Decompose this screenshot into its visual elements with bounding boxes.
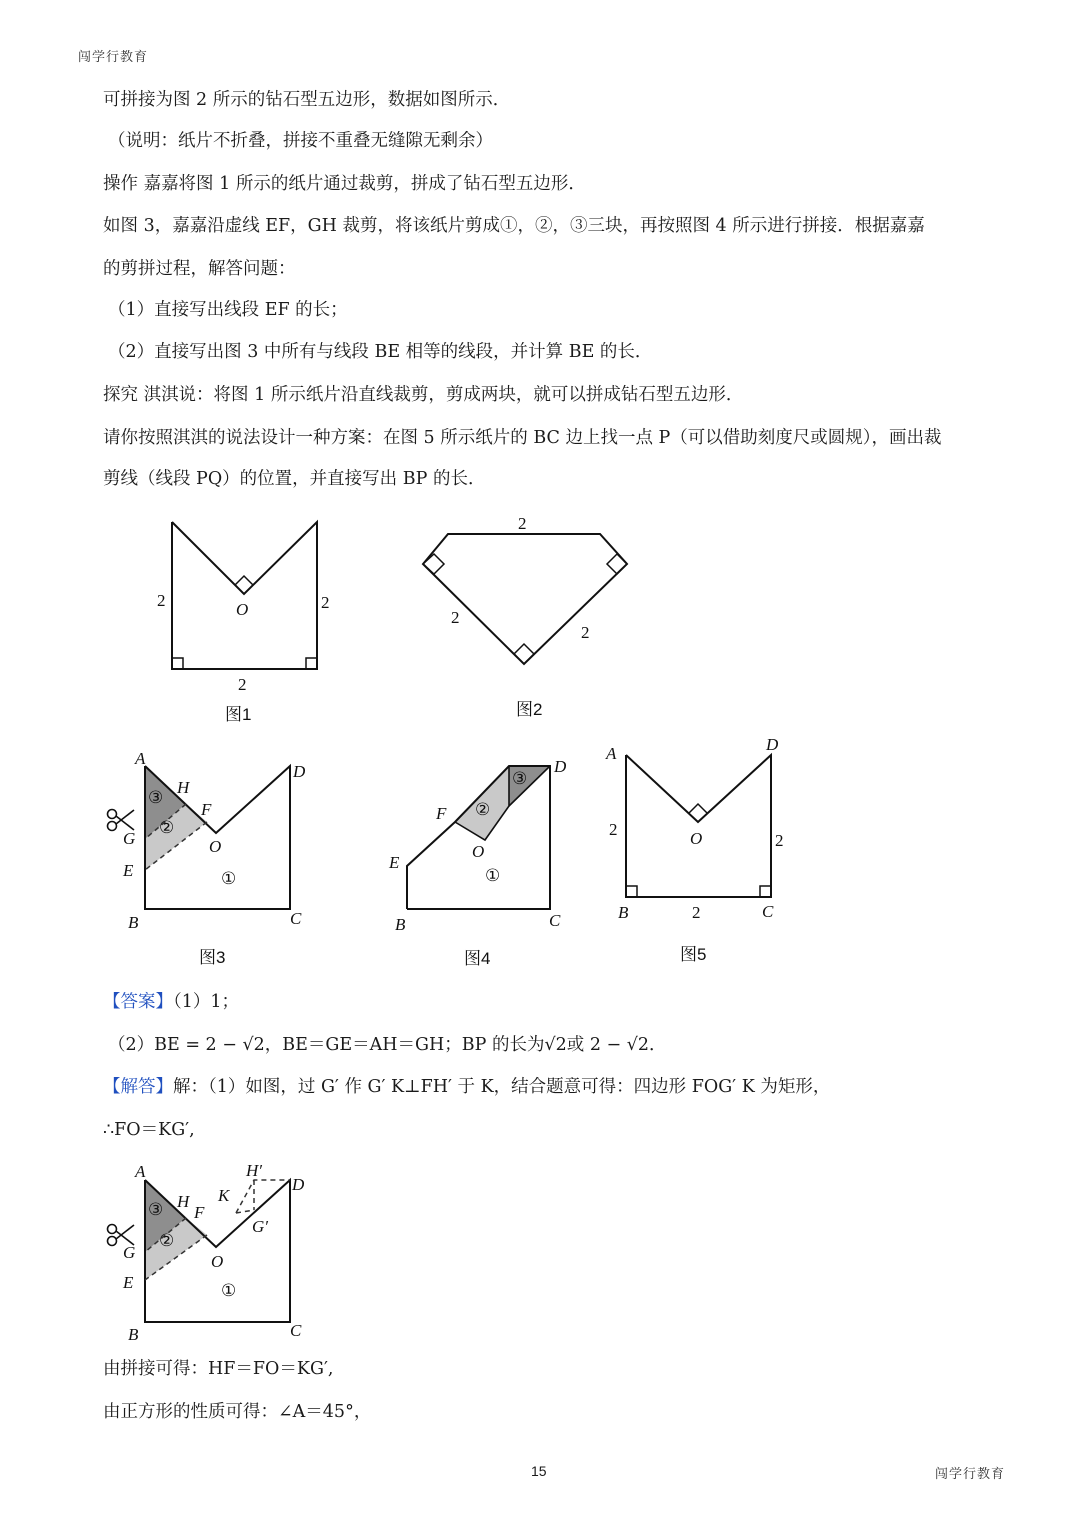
fig6-label-h: H [177, 1192, 190, 1211]
fig1-right-angle-o [235, 576, 253, 585]
fig5-outline [626, 755, 771, 897]
fig6-label-b: B [128, 1325, 139, 1344]
fig4-caption: 图4 [464, 949, 491, 968]
fig3-label-d: D [293, 762, 306, 781]
fig4-label-d: D [554, 757, 567, 776]
text-line: 操作 嘉嘉将图 1 所示的纸片通过裁剪，拼成了钻石型五边形． [103, 174, 586, 194]
solution-4: 由正方形的性质可得：∠A＝45°， [103, 1402, 372, 1422]
fig4-piece-label-3: ③ [512, 769, 528, 789]
fig3-label-e: E [123, 861, 134, 880]
text-line: 可拼接为图 2 所示的钻石型五边形，数据如图所示． [103, 90, 511, 110]
page-number: 15 [531, 1463, 547, 1479]
fig6-label-g: G [123, 1243, 136, 1262]
text-line: 的剪拼过程，解答问题： [103, 259, 296, 279]
fig6-label-o: O [211, 1252, 224, 1271]
question-2: （2）直接写出图 3 中所有与线段 BE 相等的线段，并计算 BE 的长． [108, 342, 653, 362]
answer-2: （2）BE = 2 − √2，BE＝GE＝AH＝GH；BP 的长为√2或 2 − √2． [108, 1035, 667, 1055]
fig3-label-o: O [209, 837, 222, 856]
fig6-piece-label-2: ② [159, 1231, 175, 1251]
fig6-label-k: K [218, 1186, 230, 1205]
fig1-caption: 图1 [225, 705, 252, 724]
fig6-label-hp: H′ [246, 1161, 262, 1180]
fig5-label-c: C [762, 902, 774, 921]
text-line: 剪线（线段 PQ）的位置，并直接写出 BP 的长． [103, 469, 486, 489]
fig5-label-d: D [766, 735, 779, 754]
question-1: （1）直接写出线段 EF 的长； [108, 300, 348, 320]
fig5-label-left: 2 [609, 820, 618, 839]
fig2-label-top: 2 [518, 514, 527, 533]
solution-3: 由拼接可得：HF＝FO＝KG′, [103, 1359, 334, 1379]
fig6-piece-label-3: ③ [148, 1200, 164, 1220]
fig5-label-b: B [618, 903, 629, 922]
fig3-scissors-icon [108, 810, 135, 831]
fig2-label-left: 2 [451, 608, 460, 627]
fig6-label-d: D [292, 1175, 305, 1194]
fig6-label-e: E [123, 1273, 134, 1292]
fig5-label-a: A [606, 744, 617, 763]
fig5-caption: 图5 [680, 945, 707, 964]
fig4-label-b: B [395, 915, 406, 934]
fig3-label-a: A [135, 749, 146, 768]
fig5-label-bottom: 2 [692, 903, 701, 922]
fig1-label-left: 2 [157, 591, 166, 610]
fig1-label-o: O [236, 600, 249, 619]
fig2-label-right: 2 [581, 623, 590, 642]
answer-tag: 【答案】 [103, 992, 173, 1012]
text-line: 如图 3，嘉嘉沿虚线 EF，GH 裁剪，将该纸片剪成①，②，③三块，再按照图 4 所示进行拼接．根据嘉嘉 [103, 216, 925, 236]
fig3-label-b: B [128, 913, 139, 932]
fig5-label-right: 2 [775, 831, 784, 850]
fig5-right-angle-br [760, 886, 771, 897]
fig4-piece-label-1: ① [485, 866, 501, 886]
fig4-label-o: O [472, 842, 485, 861]
solution-2: ∴FO＝KG′, [103, 1120, 195, 1140]
solution-1: 解：（1）如图，过 G′ 作 G′ K⊥FH′ 于 K，结合题意可得：四边形 FOG′ K 为矩形， [173, 1077, 831, 1097]
fig1-right-angle-br [306, 658, 317, 669]
fig1-label-bottom: 2 [238, 675, 247, 694]
fig3-label-f: F [201, 800, 212, 819]
fig4-label-e: E [389, 853, 400, 872]
text-line: 请你按照淇淇的说法设计一种方案：在图 5 所示纸片的 BC 边上找一点 P（可以借助刻度尺或圆规），画出裁 [103, 428, 942, 448]
text-line: （说明：纸片不折叠，拼接不重叠无缝隙无剩余） [108, 131, 493, 151]
solution-tag: 【解答】 [103, 1077, 173, 1097]
fig2-right-angle-r [607, 554, 627, 574]
fig3-label-g: G [123, 829, 136, 848]
fig5-right-angle-o [689, 804, 707, 813]
fig3-caption: 图3 [199, 948, 226, 967]
fig6-label-c: C [290, 1321, 302, 1340]
fig2-right-angle-b [514, 644, 534, 664]
fig1-right-angle-bl [172, 658, 183, 669]
fig6-piece-label-1: ① [221, 1281, 237, 1301]
fig6-aux-lines [236, 1180, 290, 1213]
fig5-label-o: O [690, 829, 703, 848]
fig3-piece-label-2: ② [159, 818, 175, 838]
fig1-outline [172, 522, 317, 669]
fig6-label-f: F [194, 1203, 205, 1222]
fig3-label-h: H [177, 778, 190, 797]
fig3-piece-label-1: ① [221, 869, 237, 889]
fig3-label-c: C [290, 909, 302, 928]
fig3-piece-label-3: ③ [148, 788, 164, 808]
footer-brand: 闯学行教育 [935, 1467, 1006, 1482]
fig1-label-right: 2 [321, 593, 330, 612]
fig4-piece-label-2: ② [475, 800, 491, 820]
text-line: 探究 淇淇说：将图 1 所示纸片沿直线裁剪，剪成两块，就可以拼成钻石型五边形． [103, 385, 744, 405]
fig2-right-angle-l [423, 554, 444, 574]
solution-line-1 [103, 1075, 830, 1099]
fig2-caption: 图2 [516, 700, 543, 719]
answer-1: （1）1； [173, 992, 240, 1012]
fig4-label-c: C [549, 911, 561, 930]
answer-line-1 [103, 990, 239, 1014]
header-brand: 闯学行教育 [78, 50, 149, 65]
fig6-label-a: A [135, 1162, 146, 1181]
fig4-label-f: F [436, 804, 447, 823]
fig6-label-gp: G′ [252, 1217, 268, 1236]
fig5-right-angle-bl [626, 886, 637, 897]
